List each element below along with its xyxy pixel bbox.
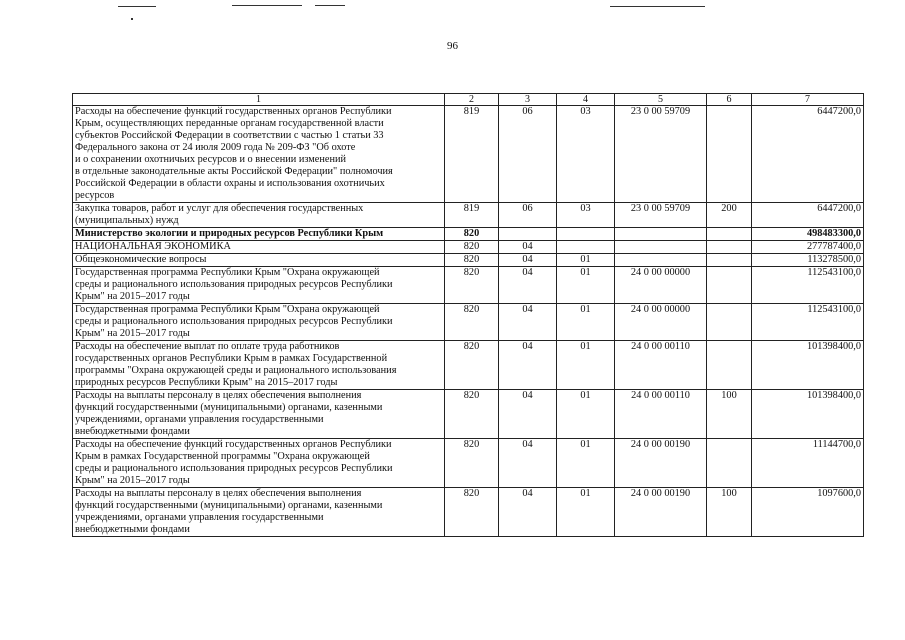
row-expense-type-cell bbox=[707, 439, 752, 488]
column-header: 4 bbox=[557, 94, 615, 106]
row-expense-type-cell: 100 bbox=[707, 488, 752, 537]
scan-artifact-line bbox=[315, 5, 345, 6]
scan-artifact-line bbox=[232, 5, 302, 6]
row-name-cell: НАЦИОНАЛЬНАЯ ЭКОНОМИКА bbox=[73, 241, 445, 254]
row-section-cell: 04 bbox=[499, 241, 557, 254]
row-name-cell: Расходы на обеспечение выплат по оплате труда работников государственных органов Республики Крым в рамках Государственной программы "Охрана окружающей среды и рационального использования природных ресурсов Республики Крым" на 2015–2017 годы bbox=[73, 341, 445, 390]
row-target-article-cell: 24 0 00 00190 bbox=[615, 439, 707, 488]
row-ministry-code-cell: 820 bbox=[445, 439, 499, 488]
table-row bbox=[73, 254, 864, 267]
row-section-cell: 04 bbox=[499, 488, 557, 537]
row-target-article-cell bbox=[615, 254, 707, 267]
table-row bbox=[73, 488, 864, 537]
page-number: 96 bbox=[447, 40, 458, 52]
row-ministry-code-cell: 819 bbox=[445, 106, 499, 203]
row-ministry-code-cell: 819 bbox=[445, 203, 499, 228]
row-target-article-cell: 23 0 00 59709 bbox=[615, 106, 707, 203]
row-name-cell: Государственная программа Республики Крым "Охрана окружающей среды и рационального использования природных ресурсов Республики Крым" на 2015–2017 годы bbox=[73, 304, 445, 341]
row-subsection-cell: 01 bbox=[557, 390, 615, 439]
row-expense-type-cell bbox=[707, 241, 752, 254]
row-ministry-code-cell: 820 bbox=[445, 241, 499, 254]
row-target-article-cell bbox=[615, 228, 707, 241]
row-ministry-code-cell: 820 bbox=[445, 304, 499, 341]
column-header: 1 bbox=[73, 94, 445, 106]
row-ministry-code-cell: 820 bbox=[445, 254, 499, 267]
table-header-row bbox=[73, 94, 864, 106]
row-name-cell: Министерство экологии и природных ресурсов Республики Крым bbox=[73, 228, 445, 241]
row-target-article-cell bbox=[615, 241, 707, 254]
row-target-article-cell: 23 0 00 59709 bbox=[615, 203, 707, 228]
row-subsection-cell: 01 bbox=[557, 488, 615, 537]
row-section-cell: 04 bbox=[499, 304, 557, 341]
row-name-cell: Расходы на выплаты персоналу в целях обеспечения выполнения функций государственными (муниципальными) органами, казенными учреждениями, органами управления государственными внебюджетными фондами bbox=[73, 390, 445, 439]
row-amount-cell: 1097600,0 bbox=[752, 488, 864, 537]
row-section-cell: 06 bbox=[499, 203, 557, 228]
row-target-article-cell: 24 0 00 00190 bbox=[615, 488, 707, 537]
budget-table bbox=[72, 93, 864, 537]
column-header: 3 bbox=[499, 94, 557, 106]
table-row bbox=[73, 390, 864, 439]
row-name-cell: Расходы на выплаты персоналу в целях обеспечения выполнения функций государственными (муниципальными) органами, казенными учреждениями, органами управления государственными внебюджетными фондами bbox=[73, 488, 445, 537]
row-section-cell bbox=[499, 228, 557, 241]
row-amount-cell: 6447200,0 bbox=[752, 106, 864, 203]
column-header: 5 bbox=[615, 94, 707, 106]
row-ministry-code-cell: 820 bbox=[445, 390, 499, 439]
table-row bbox=[73, 439, 864, 488]
row-name-cell: Закупка товаров, работ и услуг для обеспечения государственных (муниципальных) нужд bbox=[73, 203, 445, 228]
row-subsection-cell: 01 bbox=[557, 341, 615, 390]
row-ministry-code-cell: 820 bbox=[445, 267, 499, 304]
scan-artifact-dot bbox=[131, 18, 133, 20]
table-row bbox=[73, 304, 864, 341]
column-header: 2 bbox=[445, 94, 499, 106]
row-ministry-code-cell: 820 bbox=[445, 341, 499, 390]
table-row bbox=[73, 267, 864, 304]
table-row bbox=[73, 241, 864, 254]
scan-artifact-line bbox=[118, 6, 156, 7]
row-section-cell: 04 bbox=[499, 267, 557, 304]
row-name-cell: Расходы на обеспечение функций государственных органов Республики Крым, осуществляющих переданные органам государственной власти субъектов Российской Федерации в соответствии с частью 1 статьи 33 Федерального закона от 24 июля 2009 года № 209-ФЗ "Об охоте и о сохранении охотничьих ресурсов и о внесении изменений в отдельные законодательные акты Российской Федерации" полномочия Российской Федерации в области охраны и использования охотничьих ресурсов bbox=[73, 106, 445, 203]
table-row bbox=[73, 203, 864, 228]
row-expense-type-cell bbox=[707, 267, 752, 304]
row-subsection-cell: 03 bbox=[557, 106, 615, 203]
row-amount-cell: 101398400,0 bbox=[752, 341, 864, 390]
row-subsection-cell: 01 bbox=[557, 304, 615, 341]
row-ministry-code-cell: 820 bbox=[445, 228, 499, 241]
column-header: 7 bbox=[752, 94, 864, 106]
row-expense-type-cell bbox=[707, 228, 752, 241]
row-amount-cell: 112543100,0 bbox=[752, 304, 864, 341]
row-amount-cell: 113278500,0 bbox=[752, 254, 864, 267]
table-body bbox=[73, 106, 864, 537]
table-row bbox=[73, 228, 864, 241]
row-subsection-cell: 01 bbox=[557, 267, 615, 304]
row-amount-cell: 498483300,0 bbox=[752, 228, 864, 241]
row-subsection-cell: 03 bbox=[557, 203, 615, 228]
scan-artifact-line bbox=[610, 6, 705, 7]
row-expense-type-cell bbox=[707, 304, 752, 341]
table-row bbox=[73, 106, 864, 203]
row-subsection-cell bbox=[557, 228, 615, 241]
row-expense-type-cell bbox=[707, 341, 752, 390]
row-section-cell: 04 bbox=[499, 439, 557, 488]
row-subsection-cell: 01 bbox=[557, 439, 615, 488]
row-expense-type-cell: 200 bbox=[707, 203, 752, 228]
row-expense-type-cell bbox=[707, 254, 752, 267]
row-target-article-cell: 24 0 00 00000 bbox=[615, 267, 707, 304]
row-ministry-code-cell: 820 bbox=[445, 488, 499, 537]
row-name-cell: Общеэкономические вопросы bbox=[73, 254, 445, 267]
row-amount-cell: 6447200,0 bbox=[752, 203, 864, 228]
row-amount-cell: 11144700,0 bbox=[752, 439, 864, 488]
row-name-cell: Расходы на обеспечение функций государственных органов Республики Крым в рамках Государственной программы "Охрана окружающей среды и рационального использования природных ресурсов Республики Крым" на 2015–2017 годы bbox=[73, 439, 445, 488]
row-section-cell: 04 bbox=[499, 390, 557, 439]
row-target-article-cell: 24 0 00 00110 bbox=[615, 390, 707, 439]
row-amount-cell: 277787400,0 bbox=[752, 241, 864, 254]
row-subsection-cell bbox=[557, 241, 615, 254]
row-section-cell: 04 bbox=[499, 341, 557, 390]
table-row bbox=[73, 341, 864, 390]
row-amount-cell: 112543100,0 bbox=[752, 267, 864, 304]
row-amount-cell: 101398400,0 bbox=[752, 390, 864, 439]
row-expense-type-cell: 100 bbox=[707, 390, 752, 439]
row-expense-type-cell bbox=[707, 106, 752, 203]
row-target-article-cell: 24 0 00 00000 bbox=[615, 304, 707, 341]
row-subsection-cell: 01 bbox=[557, 254, 615, 267]
row-section-cell: 04 bbox=[499, 254, 557, 267]
row-name-cell: Государственная программа Республики Крым "Охрана окружающей среды и рационального использования природных ресурсов Республики Крым" на 2015–2017 годы bbox=[73, 267, 445, 304]
row-section-cell: 06 bbox=[499, 106, 557, 203]
row-target-article-cell: 24 0 00 00110 bbox=[615, 341, 707, 390]
column-header: 6 bbox=[707, 94, 752, 106]
